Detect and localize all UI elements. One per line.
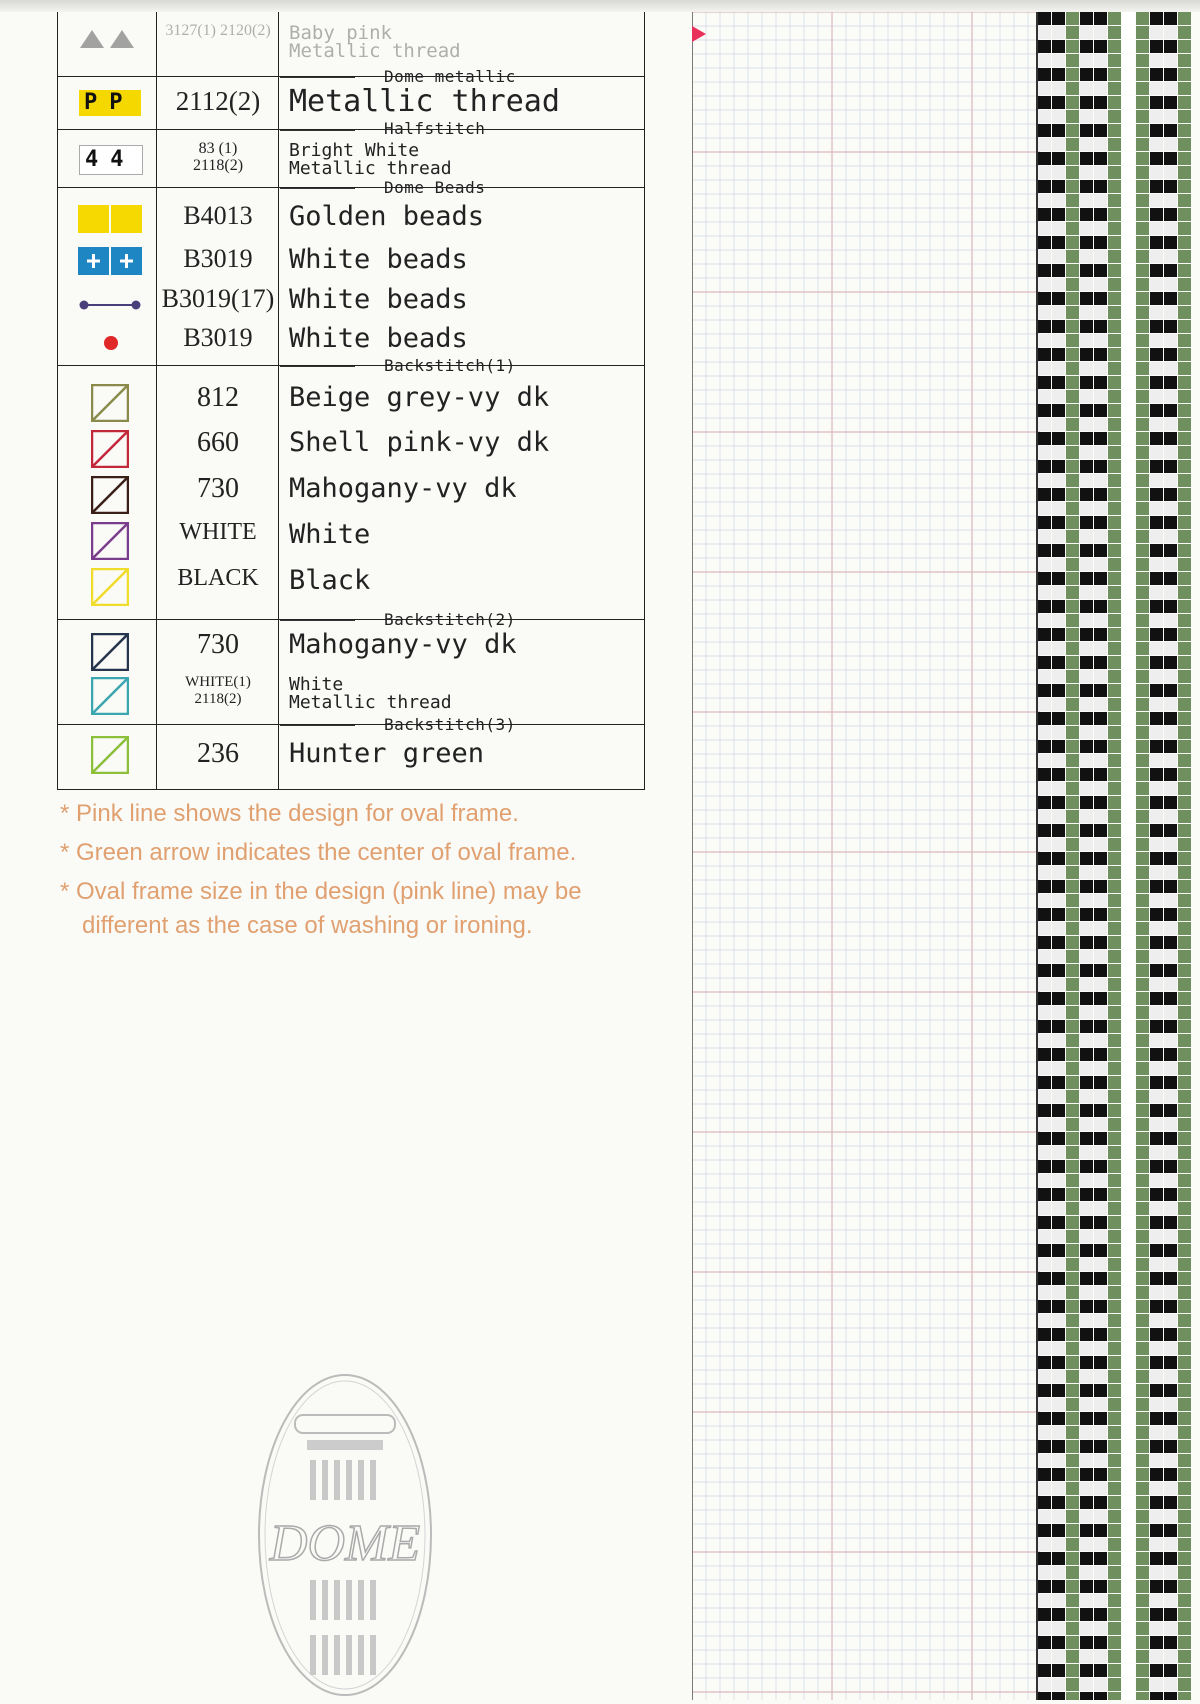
legend-code: 730 [197, 473, 239, 504]
legend-desc-line: Metallic thread [289, 158, 452, 179]
legend-code [158, 674, 278, 708]
legend-desc-line: Metallic thread [289, 692, 452, 713]
legend-code-line: 83 (1) [198, 140, 238, 157]
legend-code: 812 [197, 382, 239, 413]
44-symbol [79, 145, 143, 175]
notes [60, 800, 582, 951]
legend-desc [289, 24, 461, 60]
backstitch-swatch-icon [91, 736, 129, 774]
legend-code: 3127(1) 2120(2) [165, 22, 271, 39]
legend-desc: Golden beads [289, 201, 485, 232]
section-rule [280, 366, 355, 367]
legend-table [57, 12, 645, 790]
legend-code: B3019 [183, 323, 253, 352]
logo-text: DOME [269, 1515, 421, 1572]
legend-desc: White [289, 519, 371, 550]
pp-symbol-glyph: PP [84, 90, 135, 115]
pp-symbol [79, 90, 141, 116]
note-line: * Green arrow indicates the center of oval frame. [60, 839, 577, 866]
yellow-square-symbol [78, 205, 142, 233]
section-label: Halfstitch [384, 119, 486, 138]
red-dot-symbol [103, 335, 119, 351]
legend-code-line: 2118(2) [194, 691, 242, 707]
section-rule [280, 130, 355, 131]
section-rule [280, 725, 355, 726]
backstitch-swatch-icon [91, 476, 129, 514]
backstitch-swatch-icon [91, 568, 129, 606]
legend-desc-line: White [289, 674, 344, 695]
section-label: Dome Beads [384, 178, 486, 197]
legend-desc: Shell pink-vy dk [289, 427, 550, 458]
note-line: different as the case of washing or ironing. [82, 912, 533, 939]
legend-code-line: WHITE(1) [185, 674, 251, 690]
dome-logo [255, 1370, 435, 1700]
legend-desc-line: Baby pink [289, 22, 392, 44]
legend-desc: Metallic thread [289, 84, 560, 119]
backstitch-swatch-icon [91, 522, 129, 560]
legend-code: 660 [197, 427, 239, 458]
border-pattern [1038, 12, 1191, 1700]
note-line: * Pink line shows the design for oval frame. [60, 800, 519, 827]
backstitch-swatch-icon [91, 384, 129, 422]
legend-desc: Black [289, 565, 371, 596]
backstitch-swatch-icon [91, 677, 129, 715]
legend-desc: Beige grey-vy dk [289, 382, 550, 413]
note-line: * Oval frame size in the design (pink line) may be [60, 878, 582, 905]
section-rule [280, 620, 355, 621]
legend-desc-line: Bright White [289, 140, 420, 161]
legend-desc: Mahogany-vy dk [289, 473, 517, 504]
legend-code-line: 2118(2) [192, 157, 244, 174]
section-rule [280, 188, 355, 189]
legend-code: 730 [197, 629, 239, 660]
legend-code: B3019(17) [161, 284, 275, 313]
pattern-grid [692, 12, 1200, 1700]
section-label: Backstitch(3) [384, 715, 516, 734]
blue-plus-symbol [78, 247, 142, 275]
legend-code: B3019 [183, 244, 253, 273]
legend-desc: White beads [289, 284, 468, 315]
legend-code [158, 140, 278, 174]
legend-code: BLACK [177, 565, 259, 591]
pattern-chart [692, 12, 1200, 1700]
section-rule [280, 77, 355, 78]
legend-desc [289, 142, 452, 178]
legend-desc: Hunter green [289, 738, 485, 769]
section-label: Backstitch(1) [384, 356, 516, 375]
44-symbol-glyph: 44 [85, 147, 136, 172]
backstitch-swatch-icon [91, 633, 129, 671]
dumbbell-symbol [78, 298, 142, 312]
legend-desc: White beads [289, 323, 468, 354]
border-edge [1036, 12, 1038, 1700]
legend-desc-line: Metallic thread [289, 40, 461, 62]
section-label: Dome metallic [384, 67, 516, 86]
backstitch-swatch-icon [91, 430, 129, 468]
legend-code: B4013 [183, 201, 253, 230]
page-top-edge [0, 0, 1200, 12]
legend-desc [289, 676, 452, 712]
legend-code: WHITE [179, 519, 257, 545]
legend-desc: Mahogany-vy dk [289, 629, 517, 660]
triangle-symbol [78, 26, 138, 50]
legend-code: 2112(2) [175, 86, 261, 116]
legend-code: 236 [197, 738, 239, 769]
legend-desc: White beads [289, 244, 468, 275]
section-label: Backstitch(2) [384, 610, 516, 629]
